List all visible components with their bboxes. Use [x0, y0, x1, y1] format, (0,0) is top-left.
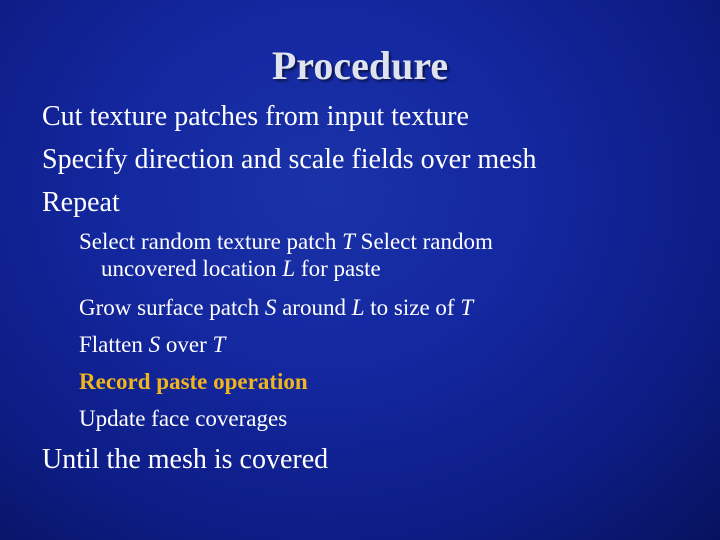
bullet-repeat: Repeat — [42, 187, 120, 218]
var-S: S — [264, 295, 277, 320]
bullet-cut-patches: Cut texture patches from input texture — [42, 101, 469, 132]
select-text-1: Select random texture patch — [79, 229, 343, 254]
select-text-3: uncovered location — [101, 256, 283, 281]
var-T: T — [342, 229, 355, 254]
select-text-2: Select random — [354, 229, 493, 254]
var-S: S — [148, 332, 161, 357]
flatten-text-2: over — [160, 332, 213, 357]
var-T: T — [212, 332, 226, 357]
sub-bullet-grow-patch — [79, 294, 473, 321]
grow-text-3: to size of — [364, 295, 461, 320]
var-L: L — [282, 256, 296, 281]
select-text-4: for paste — [295, 256, 381, 281]
grow-text-1: Grow surface patch — [79, 295, 265, 320]
flatten-text-1: Flatten — [79, 332, 149, 357]
sub-bullet-record-paste: Record paste operation — [79, 369, 308, 394]
bullet-specify-fields: Specify direction and scale fields over mesh — [42, 144, 537, 175]
sub-bullet-flatten — [79, 331, 225, 358]
var-T: T — [460, 295, 474, 320]
slide-title: Procedure — [271, 43, 449, 88]
bullet-until-covered: Until the mesh is covered — [42, 444, 329, 475]
var-L: L — [351, 295, 365, 320]
sub-bullet-select-patch — [79, 228, 493, 282]
grow-text-2: around — [276, 295, 352, 320]
sub-bullet-update-coverages: Update face coverages — [79, 406, 288, 431]
select-continuation — [79, 255, 493, 282]
